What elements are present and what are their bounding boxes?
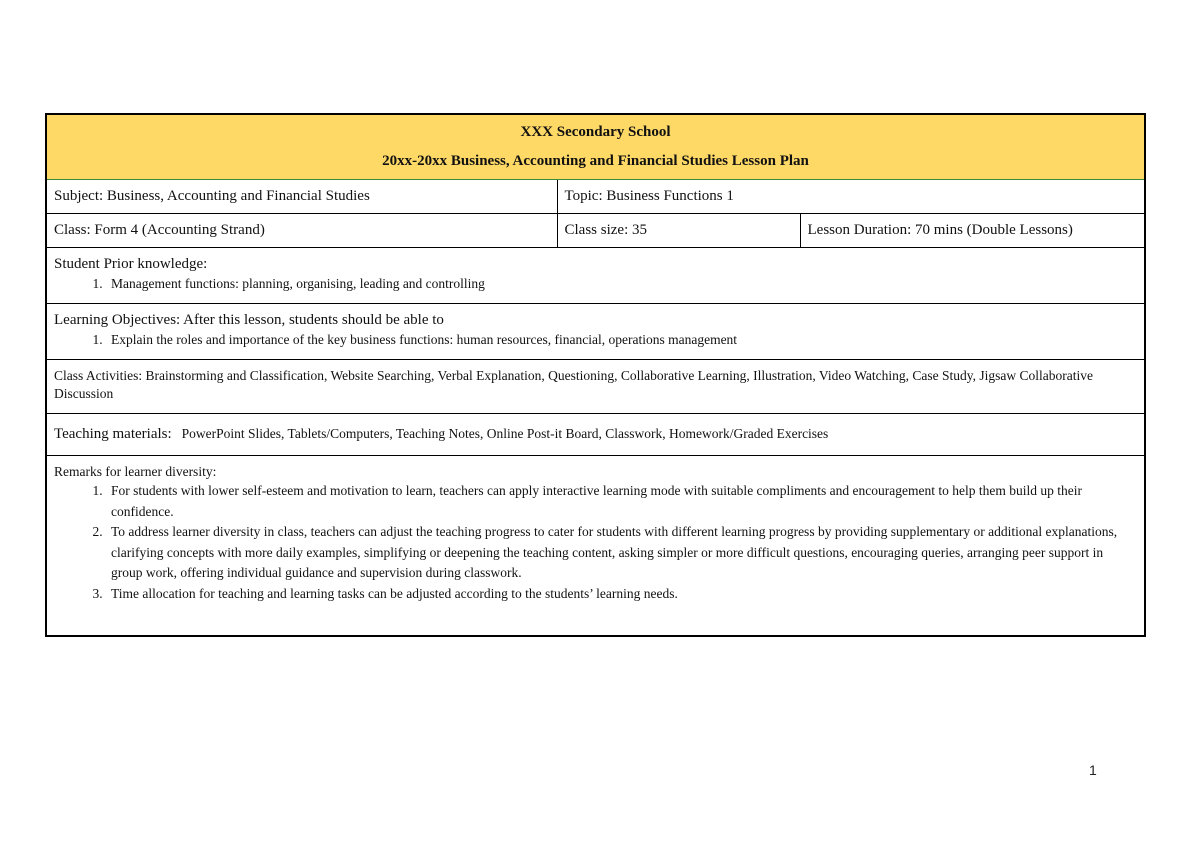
page-number: 1 (1089, 762, 1097, 778)
prior-knowledge-section (46, 248, 1145, 304)
materials-label: Teaching materials: (54, 426, 172, 442)
list-item: 1. For students with lower self-esteem and motivation to learn, teachers can apply interactive learning mode with suitable compliments and encouragement to help them build up their confidence. (106, 481, 1137, 522)
materials-section (46, 414, 1145, 456)
school-name: XXX Secondary School (520, 124, 671, 140)
activities-section (46, 360, 1145, 414)
duration-cell: Lesson Duration: 70 mins (Double Lessons) (800, 214, 1145, 248)
objectives-list (54, 330, 1137, 351)
topic-cell: Topic: Business Functions 1 (557, 180, 1145, 214)
prior-knowledge-label: Student Prior knowledge: (54, 256, 208, 272)
list-item: 1. Explain the roles and importance of the key business functions: human resources, financial, operations management (106, 330, 1137, 351)
plan-header (46, 114, 1145, 180)
list-item: 2. To address learner diversity in class, teachers can adjust the teaching progress to cater for students with different learning progress by providing supplementary or additional explanations, clarifying concepts with more daily examples, simplifying or deepening the teaching content, asking simpler or more difficult questions, encouraging queries, arranging peer support in group work, offering individual guidance and supervision during classwork. (106, 522, 1137, 584)
list-item: 3. Time allocation for teaching and learning tasks can be adjusted according to the students’ learning needs. (106, 584, 1137, 605)
objectives-label: Learning Objectives: After this lesson, students should be able to (54, 312, 444, 328)
activities-text: Class Activities: Brainstorming and Classification, Website Searching, Verbal Explanation, Questioning, Collaborative Learning, Illustration, Video Watching, Case Study, Jigsaw Collaborative Discussion (54, 368, 1093, 401)
plan-title: 20xx-20xx Business, Accounting and Financial Studies Lesson Plan (382, 153, 809, 169)
class-cell: Class: Form 4 (Accounting Strand) (46, 214, 557, 248)
lesson-plan-table (45, 113, 1146, 637)
remarks-section (46, 456, 1145, 637)
subject-cell: Subject: Business, Accounting and Financial Studies (46, 180, 557, 214)
remarks-label: Remarks for learner diversity: (54, 464, 217, 479)
remarks-list (54, 481, 1137, 604)
class-size-cell: Class size: 35 (557, 214, 800, 248)
materials-value: PowerPoint Slides, Tablets/Computers, Teaching Notes, Online Post-it Board, Classwork, Homework/Graded Exercises (181, 426, 829, 441)
prior-knowledge-list (54, 274, 1137, 295)
list-item: 1. Management functions: planning, organising, leading and controlling (106, 274, 1137, 295)
objectives-section (46, 304, 1145, 360)
